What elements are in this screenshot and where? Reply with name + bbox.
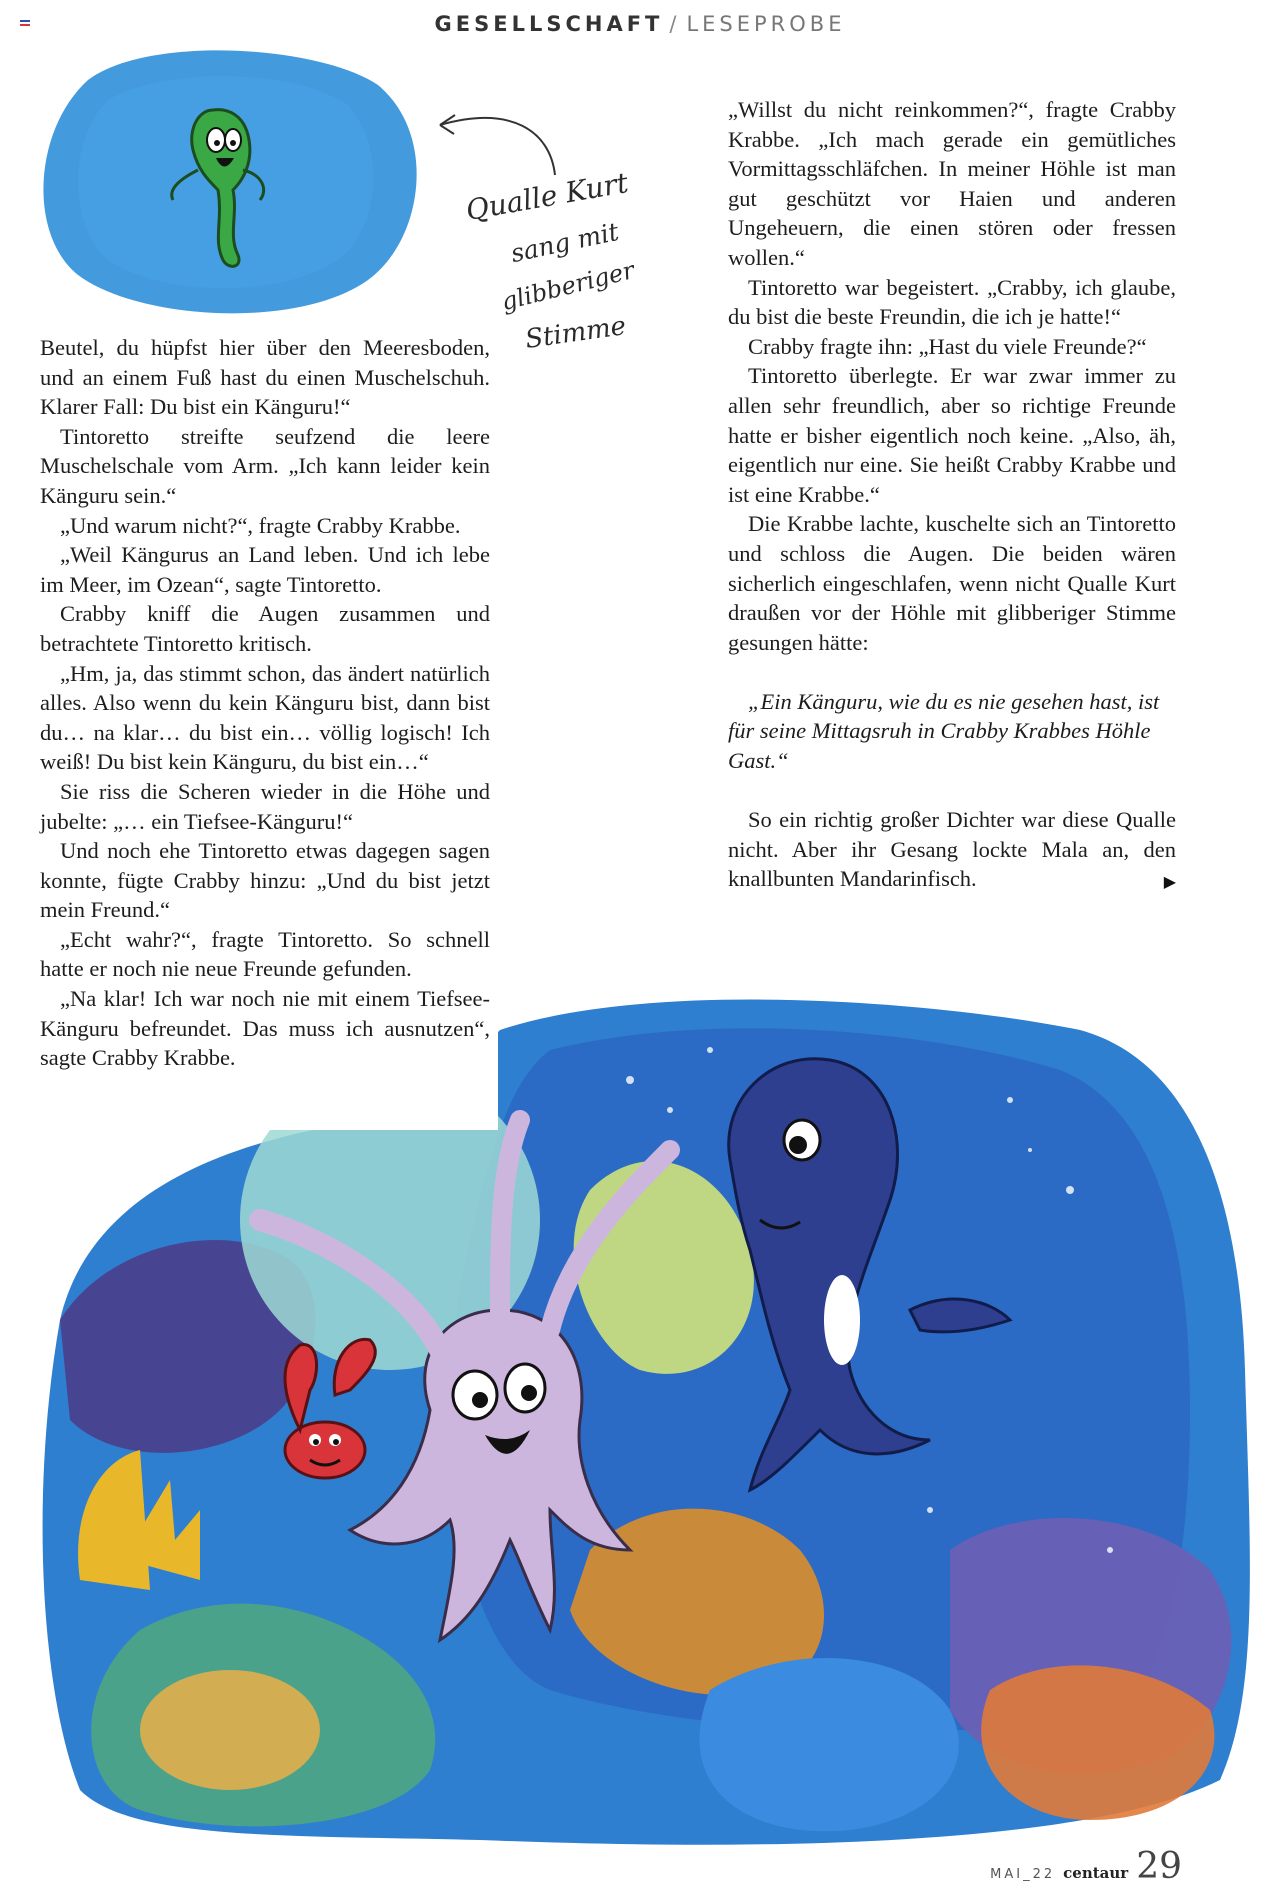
right-text-column [728, 95, 1176, 898]
paragraph: Tintoretto war begeistert. „Crabby, ich glaube, du bist die beste Freundin, die ich je hatte!“ [728, 274, 1176, 330]
continue-arrow-icon: ▶ [1163, 874, 1176, 892]
paragraph: Crabby fragte ihn: „Hast du viele Freunde?“ [748, 333, 1147, 359]
annotation-line: Qualle Kurt [463, 166, 631, 227]
closing-paragraph [728, 805, 1176, 894]
paragraph: Die Krabbe lachte, kuschelte sich an Tintoretto und schloss die Augen. Die beiden wären sicherlich eingeschlafen, wenn nicht Qualle Kurt draußen vor der Höhle mit glibberiger Stimme gesungen hätte: [728, 511, 1176, 655]
annotation-line: sang mit [508, 216, 622, 269]
paragraph: „Und warum nicht?“, fragte Crabby Krabbe. [60, 512, 461, 538]
paragraph: Tintoretto streifte seufzend die leere Muschelschale vom Arm. „Ich kann leider kein Känguru sein.“ [40, 423, 490, 508]
paragraph: Beutel, du hüpfst hier über den Meeresboden, und an einem Fuß hast du einen Muschelschuh. Klarer Fall: Du bist ein Känguru!“ [40, 335, 490, 420]
annotation-line: Stimme [523, 311, 628, 355]
poem-verse: „Ein Känguru, wie du es nie gesehen hast, ist für seine Mittagsruh in Crabby Krabbes Höhle Gast.“ [728, 688, 1160, 774]
paragraph: „Weil Kängurus an Land leben. Und ich lebe im Meer, im Ozean“, sagte Tintoretto. [40, 542, 490, 597]
header-separator: / [669, 12, 681, 36]
closing-text: So ein richtig großer Dichter war diese Qualle nicht. Aber ihr Gesang lockte Mala an, den knallbunten Mandarinfisch. [728, 807, 1176, 892]
page-footer [990, 1846, 1182, 1887]
magazine-brand: centaur [1063, 1864, 1129, 1882]
issue-label: MAI_22 [990, 1867, 1056, 1882]
paragraph: „Echt wahr?“, fragte Tintoretto. So schnell hatte er noch nie neue Freunde gefunden. [40, 926, 490, 982]
paragraph: Sie riss die Scheren wieder in die Höhe und jubelte: „… ein Tiefsee-Känguru!“ [40, 778, 490, 834]
section-header [0, 12, 1280, 36]
paragraph: „Hm, ja, das stimmt schon, das ändert natürlich alles. Also wenn du kein Känguru bist, dann bist du… na klar… du bist ein… völlig logisch! Ich weiß! Du bist kein Känguru, du bist ein…“ [40, 660, 490, 775]
section-subtitle: LESEPROBE [686, 12, 846, 36]
paragraph: Crabby kniff die Augen zusammen und betrachtete Tintoretto kritisch. [40, 601, 490, 656]
paragraph: Tintoretto überlegte. Er war zwar immer zu allen sehr freundlich, aber so richtige Freunde hatte er bisher eigentlich noch keine. „Also, äh, eigentlich nur eine. Sie heißt Crabby Krabbe und ist eine Krabbe.“ [728, 363, 1176, 507]
paragraph: „Willst du nicht reinkommen?“, fragte Crabby Krabbe. „Ich mach gerade ein gemütliches Vormittagsschläfchen. In meiner Höhle ist man gut geschützt vor Haien und anderen Ungeheuern, die einen stören oder fressen wollen.“ [728, 97, 1176, 270]
paragraph: „Na klar! Ich war noch nie mit einem Tiefsee-Känguru befreundet. Das muss ich ausnutzen“, sagte Crabby Krabbe. [40, 986, 490, 1071]
jellyfish-illustration [28, 40, 418, 320]
left-text-column [40, 333, 490, 1073]
annotation-line: glibberiger [498, 255, 638, 317]
section-title: GESELLSCHAFT [434, 12, 664, 36]
paragraph: Und noch ehe Tintoretto etwas dagegen sagen konnte, fügte Crabby hinzu: „Und du bist jetzt mein Freund.“ [40, 838, 490, 923]
page-number: 29 [1136, 1846, 1182, 1887]
